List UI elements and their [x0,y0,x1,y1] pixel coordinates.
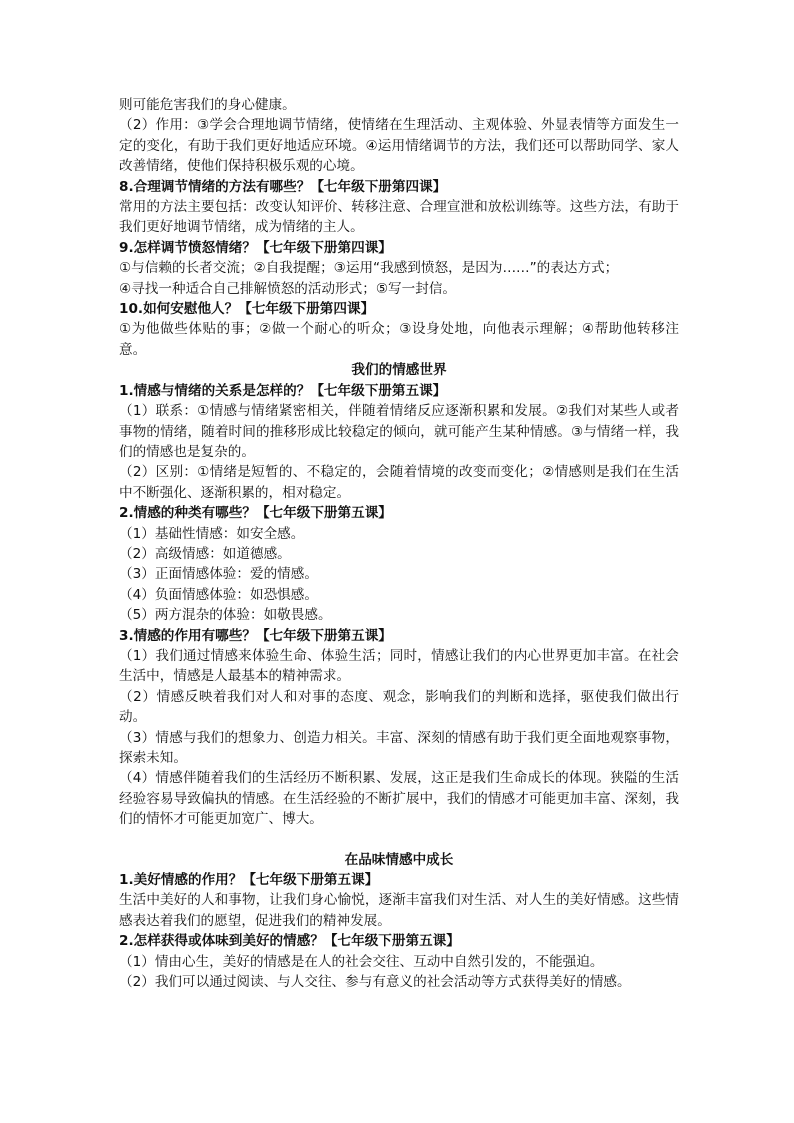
section-title: 我们的情感世界 [351,362,447,379]
paragraph: （2）区别：①情绪是短暂的、不稳定的，会随着情境的改变而变化；②情感则是我们在生活中不断强化、逐渐积累的，相对稳定。 [119,464,679,501]
section-title: 在品味情感中成长 [344,851,454,868]
question-heading: 1.美好情感的作用？【七年级下册第五课】 [119,872,379,889]
paragraph: ④寻找一种适合自己排解愤怒的活动形式；⑤写一封信。 [119,280,457,297]
paragraph: （3）情感与我们的想象力、创造力相关。丰富、深刻的情感有助于我们更全面地观察事物，探索未知。 [119,729,679,766]
question-heading: 2.情感的种类有哪些？【七年级下册第五课】 [119,505,392,522]
list-item: （3）正面情感体验：爱的情感。 [119,566,318,583]
paragraph: （2）情感反映着我们对人和对事的态度、观念，影响我们的判断和选择，驱使我们做出行动。 [119,688,679,726]
paragraph: 则可能危害我们的身心健康。 [119,97,296,113]
paragraph: ①与信赖的长者交流；②自我提醒；③运用“我感到愤怒，是因为……”的表达方式； [119,260,619,277]
paragraph: （4）情感伴随着我们的生活经历不断积累、发展，这正是我们生命成长的体现。狭隘的生活经验容易导致偏执的情感。在生活经验的不断扩展中，我们的情感才可能更加丰富、深刻，我们的情怀才可能更加宽广、博大。 [119,770,679,828]
list-item: （2）高级情感：如道德感。 [119,545,291,562]
spacer [119,830,679,850]
question-heading: 3.情感的作用有哪些？【七年级下册第五课】 [119,627,392,644]
list-item: （1）情由心生，美好的情感是在人的社会交往、互动中自然引发的，不能强迫。 [119,953,604,970]
paragraph: （1）我们通过情感来体验生命、体验生活；同时，情感让我们的内心世界更加丰富。在社会生活中，情感是人最基本的精神需求。 [119,647,679,685]
paragraph: （2）作用：③学会合理地调节情绪，使情绪在生理活动、主观体验、外显表情等方面发生一定的变化，有助于我们更好地适应环境。④运用情绪调节的方法，我们还可以帮助同学、家人改善情绪，使他们保持积极乐观的心境。 [119,117,679,175]
question-heading: 2.怎样获得或体味到美好的情感？【七年级下册第五课】 [119,933,460,950]
list-item: （1）基础性情感：如安全感。 [119,525,305,542]
list-item: （2）我们可以通过阅读、与人交往、参与有意义的社会活动等方式获得美好的情感。 [119,974,631,991]
question-heading: 1.情感与情绪的关系是怎样的？【七年级下册第五课】 [119,382,447,399]
list-item: （5）两方混杂的体验：如敬畏感。 [119,607,332,624]
document-page [119,95,679,992]
paragraph: ①为他做些体贴的事；②做一个耐心的听众；③设身处地，向他表示理解；④帮助他转移注意。 [119,321,679,358]
paragraph: （1）联系：①情感与情绪紧密相关，伴随着情绪反应逐渐积累和发展。②我们对某些人或者事物的情绪，随着时间的推移形成比较稳定的倾向，就可能产生某种情感。③与情绪一样，我们的情感也是复杂的。 [119,403,679,460]
paragraph: 生活中美好的人和事物，让我们身心愉悦，逐渐丰富我们对生活、对人生的美好情感。这些情感表达着我们的愿望，促进我们的精神发展。 [119,892,679,929]
question-heading: 10.如何安慰他人？【七年级下册第四课】 [119,301,375,318]
question-heading: 9.怎样调节愤怒情绪？【七年级下册第四课】 [119,239,392,256]
list-item: （4）负面情感体验：如恐惧感。 [119,586,318,603]
paragraph: 常用的方法主要包括：改变认知评价、转移注意、合理宣泄和放松训练等。这些方法，有助于我们更好地调节情绪，成为情绪的主人。 [119,199,679,236]
question-heading: 8.合理调节情绪的方法有哪些？【七年级下册第四课】 [119,178,447,195]
